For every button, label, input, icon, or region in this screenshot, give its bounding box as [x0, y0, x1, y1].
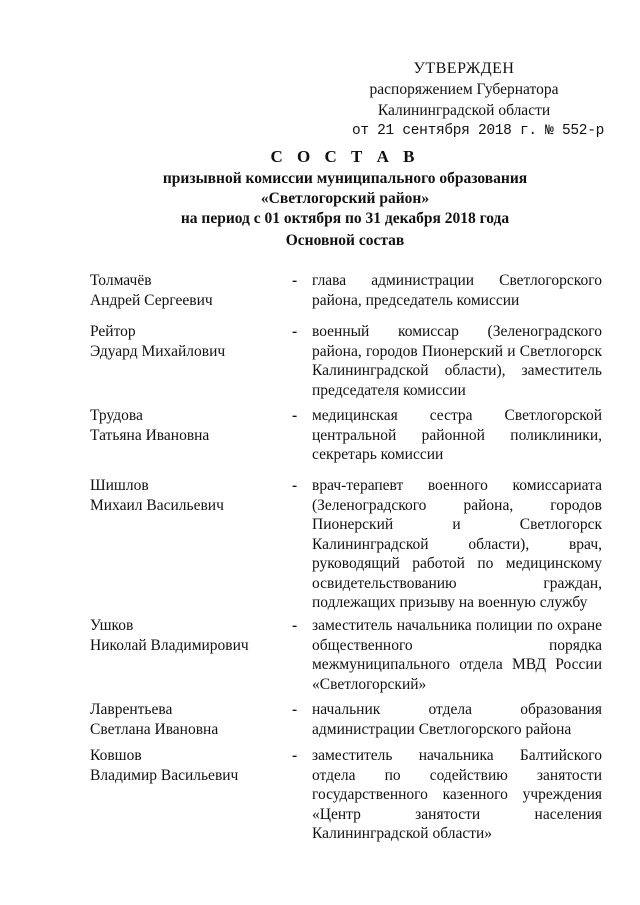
- member-dash: -: [292, 323, 298, 340]
- role-line: председателя комиссии: [312, 381, 466, 399]
- member-surname: Трудова: [90, 407, 143, 424]
- member-name: [90, 476, 280, 515]
- heading-line-3: на период с 01 октября по 31 декабря 2018 года: [180, 210, 510, 227]
- member-given-name: Светлана Ивановна: [90, 720, 219, 738]
- role-line: центральной районной поликлиники,: [312, 426, 602, 444]
- role-line: начальник отдела образования: [312, 701, 602, 718]
- role-line: освидетельствованию граждан,: [312, 574, 602, 592]
- member-role: [312, 476, 602, 613]
- member-given-name: Владимир Васильевич: [90, 766, 239, 784]
- role-line: заместитель начальника Балтийского: [312, 747, 602, 764]
- member-surname: Ковшов: [90, 747, 142, 764]
- role-line: Калининградской области), заместитель: [312, 362, 602, 379]
- role-line: межмуниципального отдела МВД России: [312, 656, 602, 673]
- section-title: Основной состав: [285, 232, 405, 249]
- approval-title: УТВЕРЖДЕН: [413, 60, 515, 77]
- role-line: района, председатель комиссии: [312, 291, 520, 309]
- member-name: [90, 271, 280, 310]
- member-role: [312, 406, 602, 465]
- document-title: С О С Т А В: [270, 147, 420, 166]
- member-dash: -: [292, 747, 298, 764]
- member-role: [312, 322, 602, 400]
- role-line: района, городов Пионерский и Светлогорск: [312, 342, 602, 360]
- member-dash: -: [292, 477, 298, 494]
- role-line: секретарь комиссии: [312, 446, 444, 463]
- role-line: медицинская сестра Светлогорской: [312, 407, 602, 424]
- member-given-name: Михаил Васильевич: [90, 496, 224, 514]
- approval-line-1: распоряжением Губернатора: [369, 81, 559, 98]
- role-line: заместитель начальника полиции по охране: [312, 617, 602, 634]
- member-name: [90, 322, 280, 361]
- member-surname: Ушков: [90, 617, 134, 634]
- member-given-name: Андрей Сергеевич: [90, 291, 213, 309]
- role-line: «Центр занятости населения: [312, 805, 602, 823]
- member-role: [312, 271, 602, 310]
- role-line: государственного казенного учреждения: [312, 786, 602, 803]
- member-dash: -: [292, 617, 298, 634]
- approval-line-2: Калининградской области: [377, 102, 551, 119]
- member-given-name: Эдуард Михайлович: [90, 342, 226, 360]
- role-line: военный комиссар (Зеленоградского: [312, 323, 602, 340]
- role-line: подлежащих призыву на военную службу: [312, 594, 588, 611]
- member-dash: -: [292, 701, 298, 718]
- member-given-name: Татьяна Ивановна: [90, 426, 210, 444]
- role-line: глава администрации Светлогорского: [312, 272, 602, 289]
- role-line: руководящий работой по медицинскому: [312, 555, 602, 572]
- role-line: врач-терапевт военного комиссариата: [312, 477, 602, 494]
- member-surname: Толмачёв: [90, 272, 152, 289]
- member-name: [90, 406, 280, 445]
- member-surname: Лаврентьева: [90, 701, 173, 718]
- approval-block: [324, 58, 604, 142]
- role-line: Калининградской области), врач,: [312, 535, 602, 553]
- role-line: «Светлогорский»: [312, 675, 427, 693]
- document-heading: [90, 147, 600, 229]
- member-role: [312, 700, 602, 739]
- member-given-name: Николай Владимирович: [90, 636, 249, 654]
- approval-date-line: от 21 сентября 2018 г. № 552-р: [351, 123, 604, 139]
- role-line: общественного порядка: [312, 636, 602, 654]
- heading-line-1: призывной комиссии муниципального образования: [162, 170, 528, 187]
- member-dash: -: [292, 272, 298, 289]
- member-dash: -: [292, 407, 298, 424]
- member-name: [90, 616, 280, 655]
- member-name: [90, 746, 280, 785]
- heading-line-2: «Светлогорский район»: [260, 190, 430, 207]
- role-line: Калининградской области»: [312, 825, 493, 842]
- role-line: отдела по содействию занятости: [312, 766, 602, 784]
- role-line: Пионерский и Светлогорск: [312, 516, 602, 533]
- member-surname: Рейтор: [90, 323, 136, 340]
- role-line: (Зеленоградского района, городов: [312, 496, 602, 514]
- role-line: администрации Светлогорского района: [312, 720, 572, 738]
- member-surname: Шишлов: [90, 477, 149, 494]
- member-role: [312, 616, 602, 694]
- member-name: [90, 700, 280, 739]
- member-role: [312, 746, 602, 844]
